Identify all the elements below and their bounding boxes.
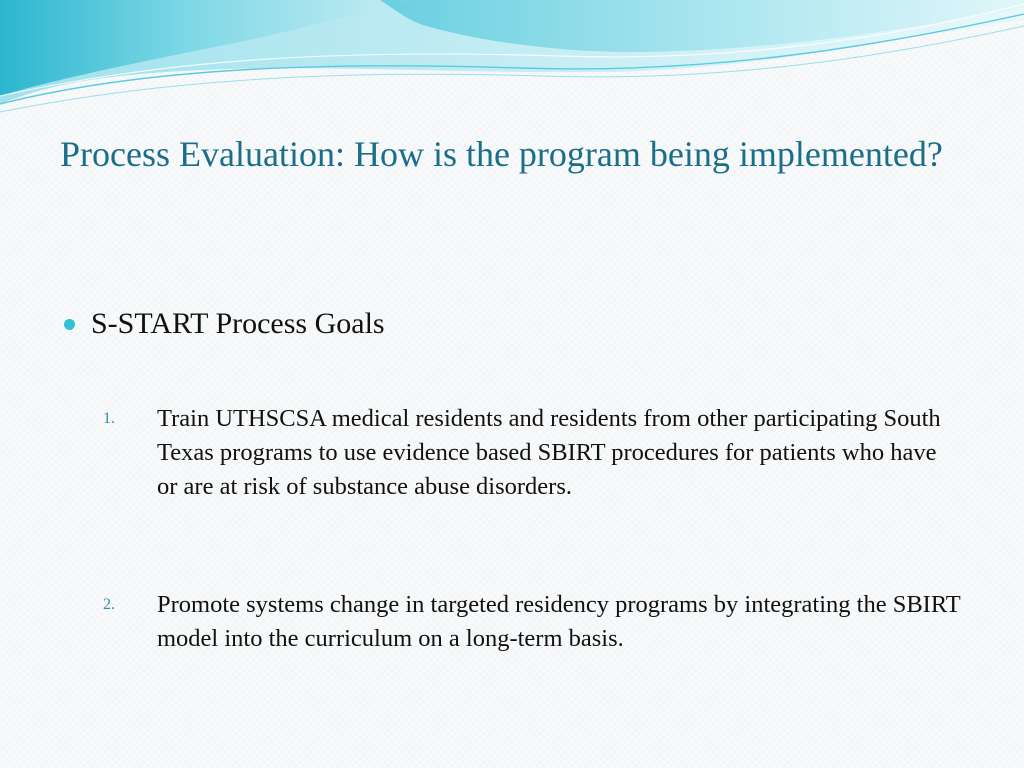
main-bullet <box>64 305 964 343</box>
goal-text: Train UTHSCSA medical residents and residents from other participating South Texas programs to use evidence based SBIRT procedures for patients who have or are at risk of substance abuse disorders. <box>157 405 941 500</box>
wave-header-decoration <box>0 0 1024 130</box>
goal-number: 2. <box>103 596 115 613</box>
list-item-goal-2 <box>100 588 970 656</box>
slide-title: Process Evaluation: How is the program being implemented? <box>60 134 943 174</box>
bullet-dot-icon <box>64 319 75 330</box>
goal-number: 1. <box>103 410 115 427</box>
goal-text: Promote systems change in targeted residency programs by integrating the SBIRT model into the curriculum on a long-term basis. <box>157 591 961 652</box>
list-item-goal-1 <box>100 402 970 504</box>
main-bullet-text: S-START Process Goals <box>91 307 385 340</box>
